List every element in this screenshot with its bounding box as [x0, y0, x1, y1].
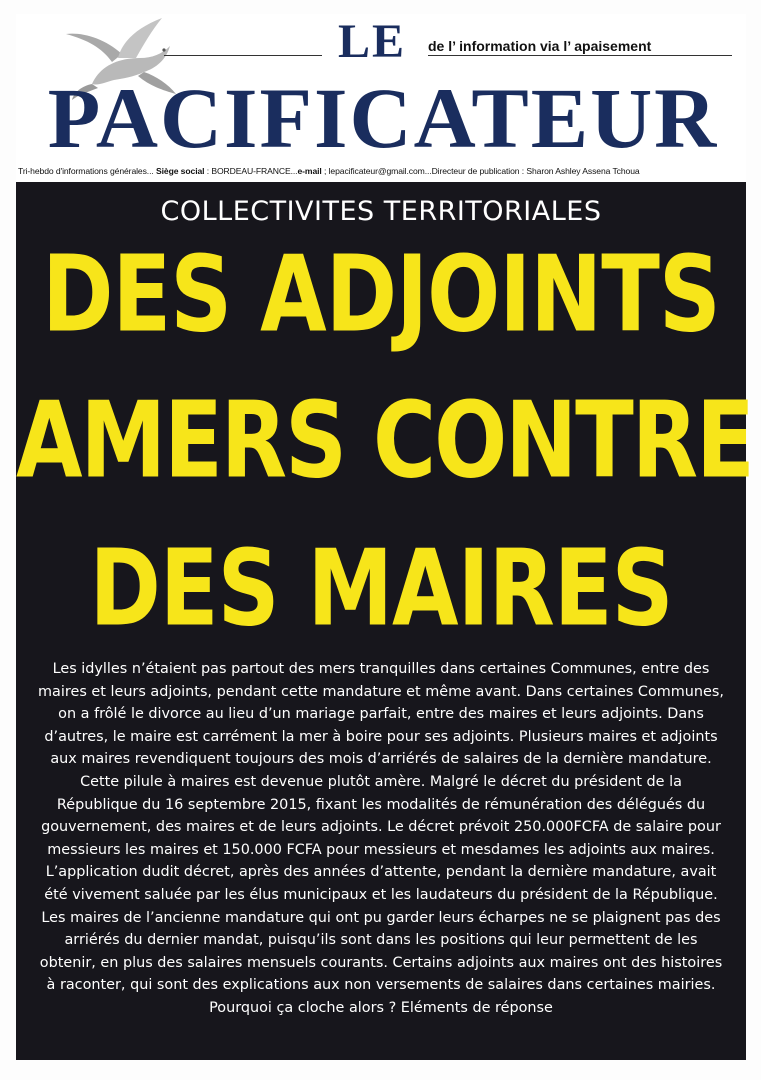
info-email-label: e-mail: [297, 166, 322, 176]
masthead-title-le: LE: [338, 15, 407, 68]
masthead-rule-right: [428, 55, 732, 56]
info-email-value: ; lepacificateur@gmail.com...Directeur de publication : Sharon Ashley Assena Tchoua: [321, 166, 640, 176]
info-seat-value: : BORDEAU-FRANCE...: [204, 166, 298, 176]
cover-body-text: Les idylles n’étaient pas partout des mers tranquilles dans certaines Communes, entre des maires et leurs adjoints, pendant cette mandature et même avant. Dans certaines Communes, on a frôlé le divorce au lieu d’un mariage parfait, entre des maires et leurs adjoints. Dans d’autres, le maire est carrément la mer à boire pour ses adjoints. Plusieurs maires et adjoints aux maires revendiquent toujours des mois d’arriérés de salaires de la dernière mandature. Cette pilule à maires est devenue plutôt amère. Malgré le décret du président de la République du 16 septembre 2015, fixant les modalités de rémunération des délégués du gouvernement, des maires et de leurs adjoints. Le décret prévoit 250.000FCFA de salaire pour messieurs les maires et 150.000 FCFA pour messieurs et mesdames les adjoints aux maires. L’application dudit décret, après des années d’attente, pendant la dernière mandature, avait été vivement saluée par les élus municipaux et les laudateurs du président de la République. Les maires de l’ancienne mandature qui ont pu garder leurs écharpes ne se plaignent pas des arriérés du dernier mandat, puisqu’ils sont dans les positions qui leur permettent de les obtenir, en plus des salaires mensuels courants. Certains adjoints aux maires ont des histoires à raconter, qui sont des explications aux non versements de salaires dans certaines mairies. Pourquoi ça cloche alors ? Eléments de réponse: [38, 661, 724, 1016]
info-prefix: Tri-hebdo d'informations générales...: [18, 166, 156, 176]
headline-line-3: DES MAIRES: [89, 528, 673, 650]
masthead: [16, 14, 746, 184]
cover-kicker: COLLECTIVITES TERRITORIALES: [160, 196, 602, 227]
masthead-info-line: [18, 166, 748, 176]
cover-panel: [16, 182, 753, 1060]
masthead-slogan: de l’ information via l’ apaisement: [428, 38, 652, 54]
headline-line-1: DES ADJOINTS: [42, 234, 720, 356]
masthead-rule-left: [164, 55, 322, 56]
info-seat-label: Siège social: [155, 166, 205, 176]
headline-line-2: AMERS CONTRE: [16, 380, 753, 502]
masthead-title-main: PACIFICATEUR: [47, 70, 719, 166]
